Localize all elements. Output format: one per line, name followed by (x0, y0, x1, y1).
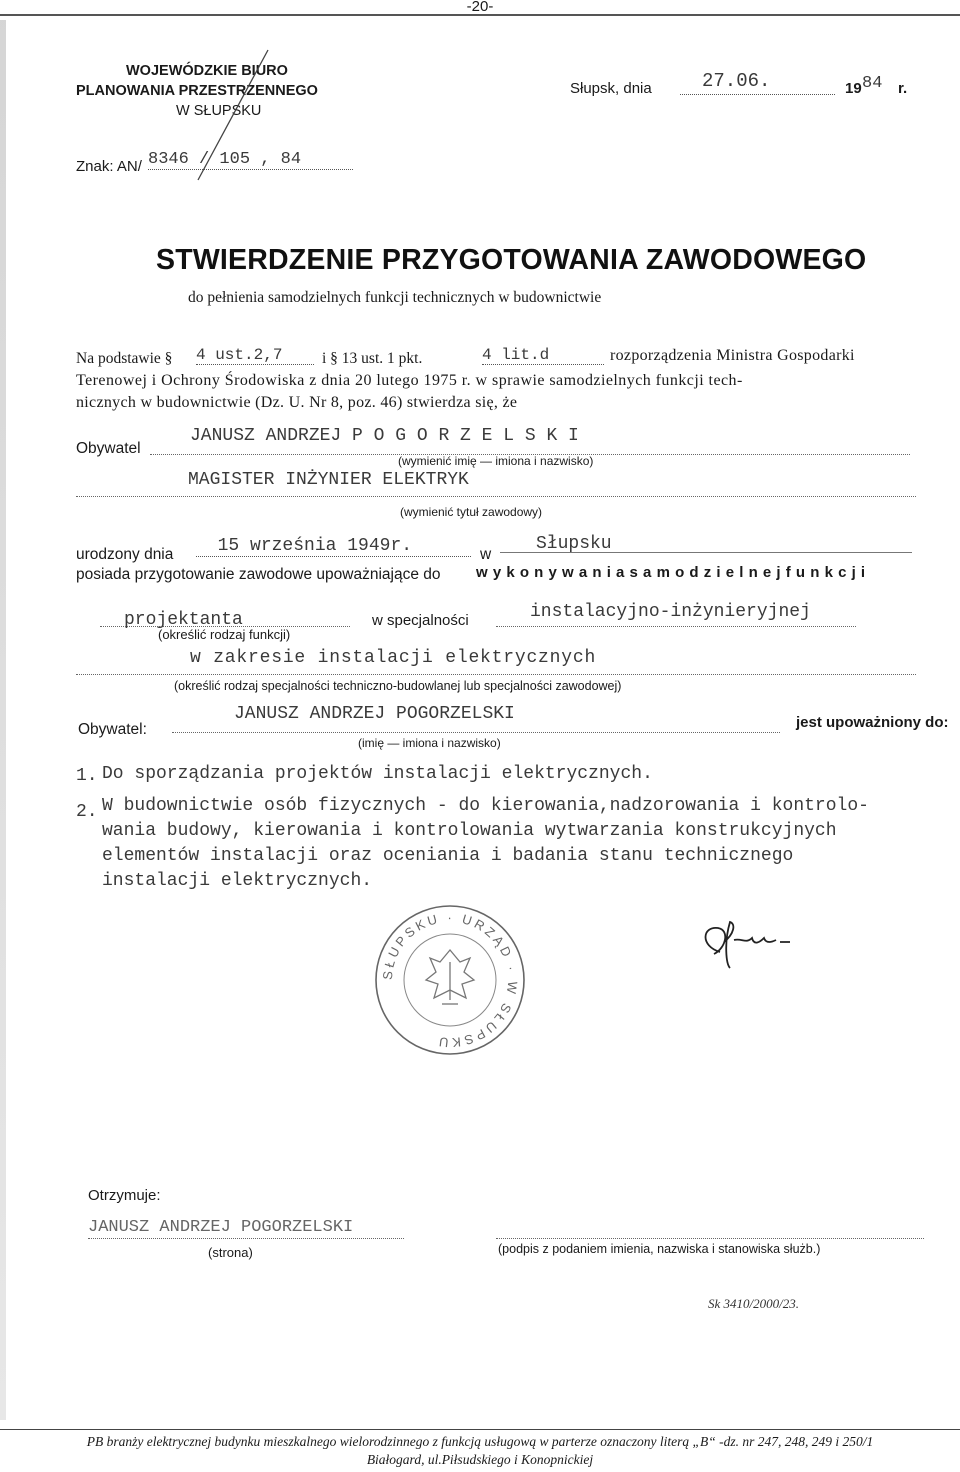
page-number: -20- (466, 0, 494, 15)
office-line-1: WOJEWÓDZKIE BIURO (126, 63, 288, 79)
citizen-name: JANUSZ ANDRZEJ P O G O R Z E L S K I (190, 426, 579, 446)
item-1-number: 1. (76, 766, 98, 786)
receiver-label: Otrzymuje: (88, 1187, 161, 1204)
office-line-3: W SŁUPSKU (176, 103, 262, 119)
basis-point: 4 lit.d (482, 346, 604, 365)
signature (690, 912, 810, 972)
citizen-name-caption: (wymienić imię — imiona i nazwisko) (398, 454, 594, 468)
receiver-line (88, 1238, 404, 1239)
scope-value: w zakresie instalacji elektrycznych (190, 648, 597, 668)
receiver-name: JANUSZ ANDRZEJ POGORZELSKI (88, 1218, 354, 1237)
authorized-label: Obywatel: (78, 721, 147, 738)
signature-line (496, 1238, 924, 1239)
document-title: STWIERDZENIE PRZYGOTOWANIA ZAWODOWEGO (156, 244, 867, 276)
function-caption: (określić rodzaj funkcji) (158, 627, 291, 642)
footer-line-1: PB branży elektrycznej budynku mieszkalnego wielorodzinnego z funkcją usługową w parterze oznaczony literą „B“ -dz. nr 247, 248, 249 i 250/1 (86, 1434, 874, 1449)
citizen-label: Obywatel (76, 440, 141, 457)
scan-edge (0, 20, 6, 1420)
office-line-2: PLANOWANIA PRZESTRZENNEGO (76, 83, 318, 99)
official-seal (370, 900, 530, 1060)
born-in-label: w (480, 546, 492, 563)
year-prefix: 19 (845, 80, 862, 97)
year-value: 84 (862, 74, 883, 93)
reference-note: Sk 3410/2000/23. (708, 1296, 799, 1311)
function-spaced: w y k o n y w a n i a s a m o d z i e l n e j f u n k c j i (476, 564, 866, 581)
top-rule (0, 14, 960, 22)
signature-caption: (podpis z podaniem imienia, nazwiska i stanowiska służb.) (498, 1242, 821, 1256)
scope-line (76, 674, 916, 675)
authorized-suffix: jest upoważniony do: (796, 714, 949, 731)
item-2-line-2: wania budowy, kierowania i kontrolowania wytwarzania konstrukcyjnych (102, 821, 837, 841)
place-date-label: Słupsk, dnia (570, 80, 652, 97)
item-2-line-4: instalacji elektrycznych. (102, 871, 373, 891)
scope-caption: (określić rodzaj specjalności techniczno-budowlanej lub specjalności zawodowej) (174, 679, 622, 693)
function-value: projektanta (124, 610, 243, 630)
basis-line-3: nicznych w budownictwie (Dz. U. Nr 8, poz. 46) stwierdza się, że (76, 394, 518, 411)
specialty-line (496, 626, 856, 627)
born-date-value: 15 września 1949r. (217, 536, 413, 556)
authorized-caption: (imię — imiona i nazwisko) (358, 736, 501, 750)
sign-label: Znak: AN/ (76, 158, 142, 175)
authorized-name: JANUSZ ANDRZEJ POGORZELSKI (234, 704, 515, 724)
basis-prefix: Na podstawie § (76, 350, 173, 367)
specialty-value: instalacyjno-inżynieryjnej (530, 602, 811, 622)
sign-value: 8346 / 105 , 84 (148, 150, 353, 170)
item-2-number: 2. (76, 802, 98, 822)
item-2-line-3: elementów instalacji oraz oceniania i badania stanu technicznego (102, 846, 794, 866)
footer-line-2: Białogard, ul.Piłsudskiego i Konopnickiej (366, 1452, 594, 1467)
born-label: urodzony dnia (76, 546, 174, 563)
born-place: Słupsku (536, 534, 612, 554)
born-place-line (500, 552, 912, 553)
authorized-line (172, 732, 780, 733)
citizen-title: MAGISTER INŻYNIER ELEKTRYK (188, 470, 469, 490)
basis-paragraph: 4 ust.2,7 (196, 346, 314, 365)
basis-middle: i § 13 ust. 1 pkt. (322, 350, 423, 367)
year-suffix: r. (898, 80, 908, 97)
item-1-line-1: Do sporządzania projektów instalacji elektrycznych. (102, 764, 653, 784)
has-preparation-label: posiada przygotowanie zawodowe upoważniające do (76, 566, 441, 583)
seal-ring-text: SŁUPSKU · URZĄD · W SŁUPSKU (379, 909, 521, 1051)
receiver-caption: (strona) (208, 1245, 253, 1260)
date-value: 27.06. (702, 70, 771, 92)
date-field (680, 70, 835, 95)
specialty-label: w specjalności (372, 612, 469, 629)
citizen-title-caption: (wymienić tytuł zawodowy) (400, 505, 543, 519)
citizen-title-line (76, 496, 916, 497)
document-subtitle: do pełnienia samodzielnych funkcji technicznych w budownictwie (188, 289, 602, 306)
basis-suffix: rozporządzenia Ministra Gospodarki (610, 347, 855, 364)
basis-line-2: Terenowej i Ochrony Środowiska z dnia 20 lutego 1975 r. w sprawie samodzielnych funkcji tech- (76, 372, 743, 389)
born-date (196, 536, 471, 557)
item-2-line-1: W budownictwie osób fizycznych - do kierowania,nadzorowania i kontrolo- (102, 796, 869, 816)
footer-rule (0, 1429, 960, 1430)
